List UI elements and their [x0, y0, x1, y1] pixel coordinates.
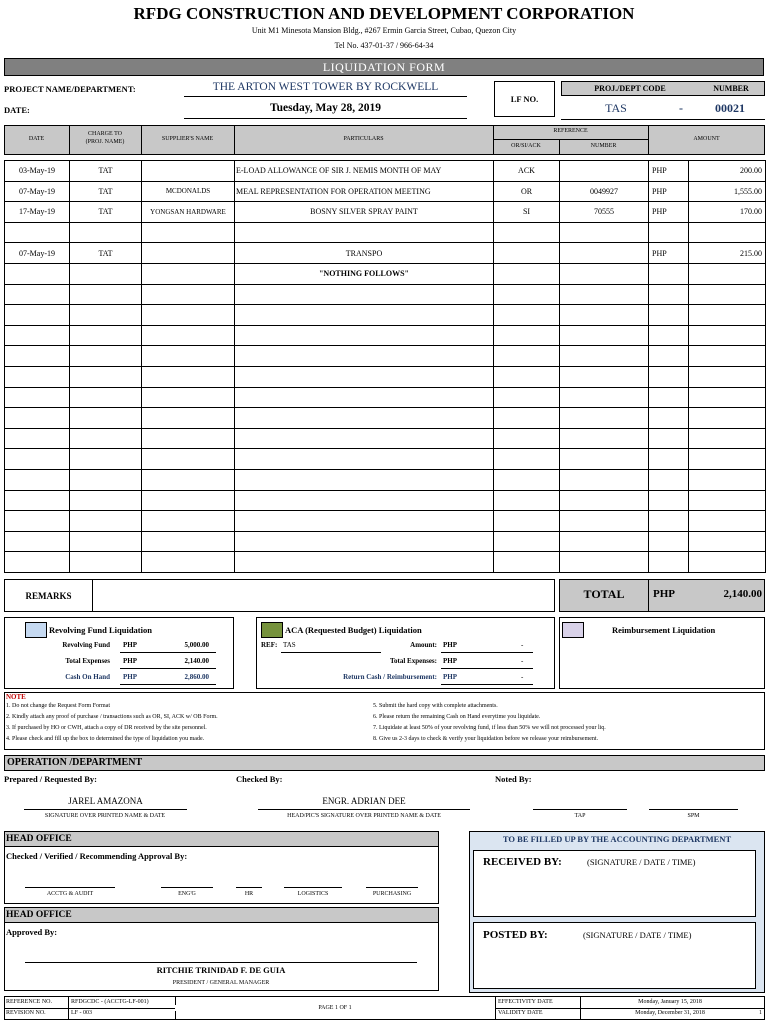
col-number: NUMBER	[590, 143, 617, 149]
cell-amt	[689, 366, 766, 387]
aca-return-cur: PHP	[443, 673, 457, 681]
cell-particulars	[235, 511, 494, 532]
cell-num	[560, 469, 649, 490]
notes-box	[4, 692, 765, 750]
head-office-title: HEAD OFFICE	[5, 832, 438, 847]
revolving-exp-value: 2,140.00	[184, 657, 209, 665]
approver-caption: PRESIDENT / GENERAL MANAGER	[172, 980, 270, 986]
cell-amt	[689, 346, 766, 367]
cell-date	[5, 552, 70, 573]
cell-charge	[70, 490, 142, 511]
cell-cur	[649, 449, 689, 470]
cell-num: 70555	[560, 202, 649, 223]
cell-date: 07-May-19	[5, 243, 70, 264]
cell-date	[5, 490, 70, 511]
note-item: 2. Kindly attach any proof of purchase / transactions such as OR, SI, ACK w/ OB Form.	[6, 714, 218, 720]
cell-particulars: E-LOAD ALLOWANCE OF SIR J. NEMIS MONTH OF MAY	[235, 161, 494, 182]
note-item: 8. Give us 2-3 days to check & verify your liquidation before we release your reimbursement.	[373, 736, 599, 742]
cell-ref	[494, 222, 560, 243]
cell-date: 03-May-19	[5, 161, 70, 182]
number-value: 00021	[715, 101, 745, 115]
sig-hr: HR	[244, 891, 254, 897]
cell-ref	[494, 490, 560, 511]
revolving-cash-label: Cash On Hand	[65, 673, 110, 681]
cell-cur	[649, 552, 689, 573]
cell-amt	[689, 490, 766, 511]
cell-amt: 215.00	[689, 243, 766, 264]
footer-val-label: VALIDITY DATE	[498, 1010, 543, 1016]
cell-ref	[494, 469, 560, 490]
table-row	[5, 469, 766, 490]
cell-cur	[649, 366, 689, 387]
cell-particulars: MEAL REPRESENTATION FOR OPERATION MEETING	[235, 181, 494, 202]
cell-date: 17-May-19	[5, 202, 70, 223]
cell-num	[560, 408, 649, 429]
cell-num	[560, 552, 649, 573]
date-value: Tuesday, May 28, 2019	[269, 102, 382, 114]
remarks-box	[4, 579, 555, 612]
cell-charge	[70, 366, 142, 387]
cell-num	[560, 346, 649, 367]
cell-cur	[649, 490, 689, 511]
cell-charge	[70, 469, 142, 490]
operation-title: OPERATION /DEPARTMENT	[4, 755, 765, 771]
cell-date	[5, 222, 70, 243]
cell-supplier	[142, 469, 235, 490]
approved-label: Approved By:	[6, 927, 58, 937]
cell-ref	[494, 449, 560, 470]
cell-charge	[70, 449, 142, 470]
cell-ref: ACK	[494, 161, 560, 182]
accounting-box	[469, 831, 765, 993]
cell-amt	[689, 325, 766, 346]
aca-exp-value: -	[521, 657, 524, 665]
cell-date	[5, 284, 70, 305]
table-row	[5, 181, 766, 202]
approver-name: RITCHIE TRINIDAD F. DE GUIA	[156, 965, 286, 975]
cell-num	[560, 305, 649, 326]
checked-caption: HEAD/PIC'S SIGNATURE OVER PRINTED NAME & DATE	[287, 813, 441, 819]
cell-particulars	[235, 325, 494, 346]
col-date: DATE	[28, 136, 45, 142]
aca-checkbox[interactable]	[261, 622, 283, 638]
table-row	[5, 243, 766, 264]
total-currency: PHP	[653, 588, 675, 600]
cell-charge	[70, 263, 142, 284]
cell-charge	[70, 552, 142, 573]
accounting-title: TO BE FILLED UP BY THE ACCOUNTING DEPARTMENT	[502, 834, 732, 844]
cell-amt: 1,555.00	[689, 181, 766, 202]
cell-num	[560, 222, 649, 243]
cell-ref: SI	[494, 202, 560, 223]
cell-particulars	[235, 387, 494, 408]
cell-charge	[70, 305, 142, 326]
footer-eff-label: EFFECTIVITY DATE	[498, 999, 553, 1005]
table-row	[5, 263, 766, 284]
spm-caption: SPM	[687, 813, 700, 819]
posted-hint: (SIGNATURE / DATE / TIME)	[583, 930, 692, 940]
cell-num	[560, 490, 649, 511]
table-row	[5, 222, 766, 243]
cell-amt	[689, 552, 766, 573]
aca-ref-label: REF:	[261, 641, 278, 649]
cell-charge	[70, 346, 142, 367]
cell-amt	[689, 305, 766, 326]
cell-supplier	[142, 552, 235, 573]
table-row	[5, 552, 766, 573]
cell-num	[560, 428, 649, 449]
cell-supplier	[142, 366, 235, 387]
cell-charge	[70, 428, 142, 449]
checked-label: Checked By:	[236, 774, 283, 784]
cell-particulars	[235, 346, 494, 367]
note-item: 7. Liquidate at least 50% of your revolving fund, if less than 50% we will not processed your liq.	[373, 725, 606, 731]
cell-charge	[70, 408, 142, 429]
cell-supplier	[142, 531, 235, 552]
cell-ref	[494, 552, 560, 573]
cell-charge	[70, 284, 142, 305]
cell-cur	[649, 263, 689, 284]
table-row	[5, 490, 766, 511]
noted-label: Noted By:	[495, 774, 532, 784]
cell-supplier: YONGSAN HARDWARE	[142, 202, 235, 223]
prepared-caption: SIGNATURE OVER PRINTED NAME & DATE	[44, 813, 166, 819]
cell-particulars	[235, 552, 494, 573]
posted-by-box[interactable]	[473, 922, 756, 989]
cell-charge: TAT	[70, 243, 142, 264]
cell-date	[5, 366, 70, 387]
head-office-checked-label: Checked / Verified / Recommending Approval By:	[6, 851, 188, 861]
cell-amt	[689, 284, 766, 305]
code-value: TAS	[605, 101, 627, 115]
table-row	[5, 449, 766, 470]
cell-cur	[649, 469, 689, 490]
footer-page: PAGE 1 OF 1	[175, 1005, 495, 1011]
footer-val-value: Monday, December 31, 2018	[635, 1010, 705, 1016]
cell-cur	[649, 511, 689, 532]
cell-ref	[494, 428, 560, 449]
cell-cur: PHP	[649, 181, 689, 202]
cell-cur	[649, 387, 689, 408]
cell-particulars	[235, 531, 494, 552]
note-item: 1. Do not change the Request Form Format	[6, 703, 110, 709]
cell-cur	[649, 284, 689, 305]
cell-amt: 200.00	[689, 161, 766, 182]
cell-ref	[494, 408, 560, 429]
cell-cur	[649, 408, 689, 429]
footer-corner: 1	[759, 1010, 762, 1016]
cell-num	[560, 325, 649, 346]
cell-particulars	[235, 305, 494, 326]
cell-num	[560, 366, 649, 387]
cell-ref	[494, 243, 560, 264]
table-row	[5, 531, 766, 552]
col-reference: REFERENCE	[553, 128, 588, 134]
cell-amt: 170.00	[689, 202, 766, 223]
sig-logistics: LOGISTICS	[297, 891, 329, 897]
table-row	[5, 428, 766, 449]
cell-particulars	[235, 449, 494, 470]
cell-cur: PHP	[649, 161, 689, 182]
cell-num: 0049927	[560, 181, 649, 202]
revolving-exp-cur: PHP	[123, 657, 137, 665]
cell-num	[560, 449, 649, 470]
code-label: PROJ./DEPT CODE	[594, 84, 666, 93]
cell-date	[5, 511, 70, 532]
prepared-label: Prepared / Requested By:	[4, 774, 97, 784]
lf-no-label: LF NO.	[510, 94, 539, 104]
col-supplier: SUPPLIER'S NAME	[161, 136, 214, 142]
reimbursement-box	[559, 617, 765, 689]
cell-charge	[70, 531, 142, 552]
aca-return-label: Return Cash / Reimbursement:	[343, 673, 437, 681]
cell-charge: TAT	[70, 161, 142, 182]
cell-supplier	[142, 284, 235, 305]
table-row	[5, 366, 766, 387]
head-office-checked-box	[4, 831, 439, 904]
cell-supplier	[142, 222, 235, 243]
cell-date	[5, 408, 70, 429]
table-row	[5, 387, 766, 408]
table-row	[5, 325, 766, 346]
cell-cur	[649, 531, 689, 552]
cell-particulars: "NOTHING FOLLOWS"	[235, 263, 494, 284]
table-row	[5, 305, 766, 326]
date-label: DATE:	[4, 105, 30, 115]
project-value: THE ARTON WEST TOWER BY ROCKWELL	[212, 81, 439, 93]
cell-supplier	[142, 325, 235, 346]
footer-ref-label: REFERENCE NO.	[6, 999, 53, 1005]
revolving-box	[4, 617, 234, 689]
cell-date	[5, 305, 70, 326]
cell-ref	[494, 325, 560, 346]
revolving-title: Revolving Fund Liquidation	[49, 625, 152, 635]
cell-supplier	[142, 243, 235, 264]
table-row	[5, 161, 766, 182]
table-row	[5, 511, 766, 532]
remarks-label: REMARKS	[25, 591, 72, 601]
cell-supplier	[142, 428, 235, 449]
cell-ref	[494, 387, 560, 408]
cell-num	[560, 284, 649, 305]
cell-cur	[649, 325, 689, 346]
cell-cur: PHP	[649, 202, 689, 223]
total-value: 2,140.00	[723, 588, 762, 600]
footer-ref-value: RFDGCDC - (ACCTG-LF-001)	[71, 999, 149, 1005]
cell-ref	[494, 531, 560, 552]
cell-date	[5, 325, 70, 346]
table-row	[5, 284, 766, 305]
cell-ref	[494, 263, 560, 284]
cell-ref	[494, 346, 560, 367]
note-item: 4. Please check and fill up the box to determined the type of liquidation you made.	[6, 736, 205, 742]
cell-num	[560, 161, 649, 182]
footer-rev-value: LF - 003	[71, 1010, 92, 1016]
cell-particulars	[235, 284, 494, 305]
cell-cur	[649, 346, 689, 367]
head-office-title: HEAD OFFICE	[5, 908, 438, 923]
cell-date	[5, 387, 70, 408]
cell-date	[5, 469, 70, 490]
head-office-approved-box	[4, 907, 439, 991]
cell-charge: TAT	[70, 202, 142, 223]
cell-charge	[70, 222, 142, 243]
note-item: 3. If purchased by HO or CWH, attach a copy of DR received by the site personnel.	[6, 725, 207, 731]
sig-purchasing: PURCHASING	[372, 891, 412, 897]
cell-amt	[689, 387, 766, 408]
project-label: PROJECT NAME/DEPARTMENT:	[4, 84, 136, 94]
cell-num	[560, 511, 649, 532]
revolving-cash-value: 2,860.00	[184, 673, 209, 681]
aca-amount-label: Amount:	[410, 641, 437, 649]
cell-particulars	[235, 428, 494, 449]
prepared-name: JAREL AMAZONA	[68, 796, 143, 806]
cell-amt	[689, 408, 766, 429]
cell-date	[5, 263, 70, 284]
cell-num	[560, 263, 649, 284]
aca-amount-value: -	[521, 641, 524, 649]
cell-supplier: MCDONALDS	[142, 181, 235, 202]
cell-particulars: BOSNY SILVER SPRAY PAINT	[235, 202, 494, 223]
cell-ref	[494, 511, 560, 532]
aca-exp-cur: PHP	[443, 657, 457, 665]
revolving-checkbox[interactable]	[25, 622, 47, 638]
cell-num	[560, 243, 649, 264]
cell-charge	[70, 325, 142, 346]
cell-ref: OR	[494, 181, 560, 202]
cell-amt	[689, 428, 766, 449]
checked-name: ENGR. ADRIAN DEE	[322, 796, 406, 806]
number-label: NUMBER	[713, 84, 749, 93]
cell-particulars	[235, 222, 494, 243]
cell-amt	[689, 469, 766, 490]
received-hint: (SIGNATURE / DATE / TIME)	[587, 857, 696, 867]
cell-particulars	[235, 490, 494, 511]
cell-charge	[70, 387, 142, 408]
cell-num	[560, 387, 649, 408]
revolving-fund-value: 5,000.00	[184, 641, 209, 649]
received-by-box[interactable]	[473, 850, 756, 917]
footer	[4, 996, 765, 1020]
cell-supplier	[142, 511, 235, 532]
aca-title: ACA (Requested Budget) Liquidation	[285, 625, 422, 635]
cell-num	[560, 531, 649, 552]
liquidation-table	[4, 160, 766, 573]
footer-rev-label: REVISION NO.	[6, 1010, 46, 1016]
aca-box	[256, 617, 555, 689]
aca-exp-label: Total Expenses:	[389, 657, 437, 665]
revolving-exp-label: Total Expenses	[65, 657, 110, 665]
revolving-cash-cur: PHP	[123, 673, 137, 681]
cell-cur	[649, 428, 689, 449]
sig-acctg: ACCTG & AUDIT	[46, 891, 94, 897]
total-box	[559, 579, 765, 612]
code-dash: -	[679, 101, 683, 115]
col-orsiack: OR/SI/ACK	[511, 143, 541, 149]
cell-cur	[649, 305, 689, 326]
cell-supplier	[142, 449, 235, 470]
posted-label: POSTED BY:	[483, 929, 548, 941]
cell-cur: PHP	[649, 243, 689, 264]
cell-date	[5, 531, 70, 552]
table-row	[5, 202, 766, 223]
cell-supplier	[142, 346, 235, 367]
revolving-fund-cur: PHP	[123, 641, 137, 649]
table-row	[5, 346, 766, 367]
cell-amt	[689, 531, 766, 552]
table-row	[5, 408, 766, 429]
col-amount: AMOUNT	[693, 136, 720, 142]
code-header	[561, 81, 765, 96]
revolving-fund-label: Revolving Fund	[62, 641, 110, 649]
cell-date	[5, 449, 70, 470]
aca-amount-cur: PHP	[443, 641, 457, 649]
cell-particulars	[235, 469, 494, 490]
cell-date: 07-May-19	[5, 181, 70, 202]
cell-particulars	[235, 408, 494, 429]
note-item: 6. Please return the remaining Cash on Hand everytime you liquidate.	[373, 714, 541, 720]
lf-no-box	[494, 81, 555, 117]
col-charge: CHARGE TO	[88, 131, 122, 137]
cell-amt	[689, 263, 766, 284]
col-charge-sub: (PROJ. NAME)	[85, 139, 125, 145]
form-title: LIQUIDATION FORM	[4, 58, 764, 76]
note-item: 5. Submit the hard copy with complete attachments.	[373, 703, 498, 709]
cell-supplier	[142, 305, 235, 326]
cell-supplier	[142, 263, 235, 284]
cell-ref	[494, 366, 560, 387]
aca-return-value: -	[521, 673, 524, 681]
footer-eff-value: Monday, January 15, 2018	[638, 999, 702, 1005]
sig-engg: ENG'G	[178, 891, 196, 897]
cell-amt	[689, 222, 766, 243]
cell-ref	[494, 305, 560, 326]
total-label: TOTAL	[583, 587, 625, 601]
notes-title: NOTE	[6, 693, 26, 701]
company-address: Unit M1 Minesota Mansion Bldg., #267 Ermin Garcia Street, Cubao, Quezon City	[251, 26, 517, 35]
company-name: RFDG CONSTRUCTION AND DEVELOPMENT CORPORATION	[133, 4, 635, 23]
cell-supplier	[142, 408, 235, 429]
cell-amt	[689, 449, 766, 470]
cell-charge	[70, 511, 142, 532]
cell-date	[5, 428, 70, 449]
cell-supplier	[142, 387, 235, 408]
cell-supplier	[142, 161, 235, 182]
reimbursement-title: Reimbursement Liquidation	[612, 625, 716, 635]
cell-charge: TAT	[70, 181, 142, 202]
cell-amt	[689, 511, 766, 532]
cell-particulars: TRANSPO	[235, 243, 494, 264]
company-tel: Tel No. 437-01-37 / 966-64-34	[334, 41, 434, 50]
cell-date	[5, 346, 70, 367]
cell-cur	[649, 222, 689, 243]
col-particulars: PARTICULARS	[343, 136, 384, 142]
cell-supplier	[142, 490, 235, 511]
tap-caption: TAP	[574, 813, 586, 819]
received-label: RECEIVED BY:	[483, 856, 562, 868]
cell-ref	[494, 284, 560, 305]
aca-ref-value: TAS	[283, 641, 296, 649]
cell-particulars	[235, 366, 494, 387]
reimbursement-checkbox[interactable]	[562, 622, 584, 638]
